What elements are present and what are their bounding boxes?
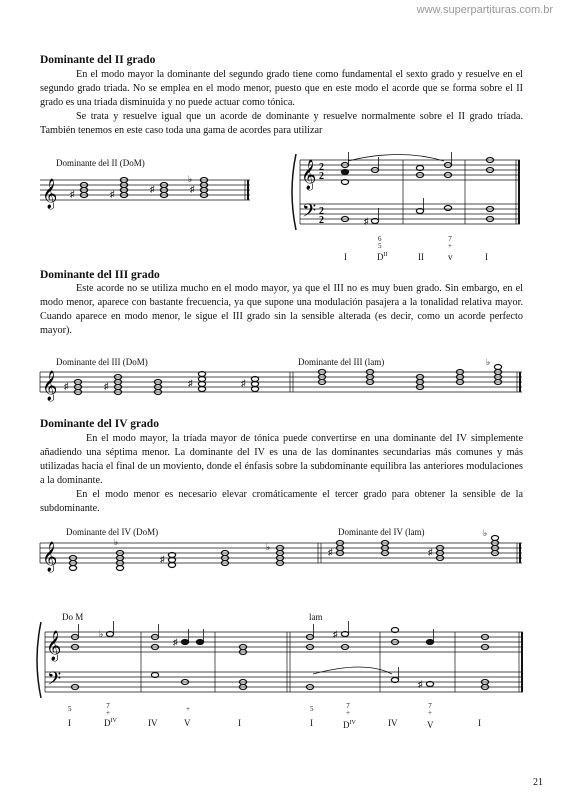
svg-text:♯: ♯ xyxy=(150,184,155,194)
svg-text:♭: ♭ xyxy=(266,542,271,552)
roman-numeral: IV xyxy=(148,718,158,728)
treble-clef-icon: 𝄞 xyxy=(301,160,317,189)
bass-clef-icon: 𝄢 xyxy=(47,668,62,693)
treble-clef-icon: 𝄞 xyxy=(46,631,62,660)
figured-bass: 7 + xyxy=(346,702,350,717)
svg-text:♭: ♭ xyxy=(486,357,491,367)
example-label-iv-dom: Dominante del IV (DoM) xyxy=(66,527,159,537)
roman-numeral: I xyxy=(344,252,347,262)
treble-clef-icon: 𝄞 xyxy=(42,542,58,571)
svg-text:♯: ♯ xyxy=(428,547,433,557)
key-label-dom: Do M xyxy=(62,612,84,622)
svg-text:♭: ♭ xyxy=(99,629,104,639)
svg-text:♯: ♯ xyxy=(104,381,109,391)
svg-text:2: 2 xyxy=(319,215,324,226)
svg-text:♭: ♭ xyxy=(114,537,119,547)
paragraph-iii-1: Este acorde no se utiliza mucho en el modo mayor, ya que el III no es muy buen grado. Sin embargo, en el modo menor, aparece con bastante frecuencia, ya que supone una modulación pasajera a la tonalidad relativa mayor. Cuando aparece en modo menor, le sigue el III grado sin la sensible alterada (es decir, como un acorde perfecto mayor). xyxy=(40,283,523,336)
roman-numeral: v xyxy=(448,252,453,262)
svg-text:♯: ♯ xyxy=(333,629,338,639)
treble-clef-icon: 𝄞 xyxy=(42,179,58,208)
roman-numeral: I xyxy=(238,718,241,728)
site-url[interactable]: www.superpartituras.com.br xyxy=(416,4,553,16)
roman-numeral: II xyxy=(418,252,424,262)
roman-numeral: $D^{IV}$ xyxy=(343,720,356,730)
key-label-lam: lam xyxy=(309,612,323,622)
roman-numeral: I xyxy=(310,718,313,728)
treble-clef-icon: 𝄞 xyxy=(42,371,58,400)
svg-text:♭: ♭ xyxy=(188,174,193,184)
roman-numeral: I xyxy=(478,718,481,728)
figured-bass: 7 + xyxy=(448,235,452,250)
svg-text:♯: ♯ xyxy=(64,381,69,391)
staff-dominante-ii xyxy=(40,172,250,208)
figured-bass: 7 + xyxy=(106,702,110,717)
svg-text:2: 2 xyxy=(319,206,324,217)
svg-text:♯: ♯ xyxy=(364,216,369,226)
svg-text:♯: ♯ xyxy=(328,547,333,557)
grand-staff-ii xyxy=(290,152,522,232)
roman-numeral: I xyxy=(68,718,71,728)
paragraph-ii-1: En el modo mayor la dominante del segundo grado tiene como fundamental el sexto grado y resuelve en el segundo grado triada. No se emplea en el modo menor, puesto que en este modo el acorde que se forma sobre el II grado es una triada disminuida y no puede actuar como tónica. xyxy=(40,69,523,108)
roman-numeral: I xyxy=(485,252,488,262)
example-label-iv-lam: Dominante del IV (lam) xyxy=(338,527,425,537)
svg-text:♯: ♯ xyxy=(110,189,115,199)
svg-text:♯: ♯ xyxy=(418,679,423,689)
svg-text:♯: ♯ xyxy=(173,637,178,647)
paragraph-iv-2: En el modo menor es necesario elevar cromáticamente el tercer grado para obtener la sensible de la subdominante. xyxy=(40,489,523,514)
paragraph-iv-1: En el modo mayor, la tríada mayor de tónica puede convertirse en una dominante del IV simplemente añadiendo una séptima menor. La dominante del IV es una de las dominantes secundarias más comunes y más utilizadas hacia el final de un moviento, donde el énfasis sobre la subdominante equilibra las anteriores modulaciones a la dominante. xyxy=(40,433,523,486)
figured-bass: 7 + xyxy=(428,702,432,717)
staff-dominante-iii xyxy=(40,357,522,402)
paragraph-ii-2: Se trata y resuelve igual que un acorde de dominante y resuelve normalmente sobre el II grado tríada. También tenemos en este caso toda una gama de acordes para utilizar xyxy=(40,111,523,136)
figured-bass: 5 xyxy=(310,705,314,713)
section-title-ii: Dominante del II grado xyxy=(40,54,156,66)
section-title-iii: Dominante del III grado xyxy=(40,269,160,281)
figured-bass: 5 xyxy=(68,705,72,713)
roman-numeral: V xyxy=(184,718,191,728)
svg-text:♯: ♯ xyxy=(190,184,195,194)
svg-text:2: 2 xyxy=(319,171,324,182)
example-label-iii-lam: Dominante del III (lam) xyxy=(298,357,385,367)
svg-text:♭: ♭ xyxy=(483,528,488,538)
svg-text:♯: ♯ xyxy=(241,378,246,388)
grand-staff-iv xyxy=(35,620,525,700)
figured-bass: 6 5 xyxy=(378,235,382,250)
roman-numeral: IV xyxy=(388,718,398,728)
example-label-iii-dom: Dominante del III (DoM) xyxy=(56,357,148,367)
page-number: 21 xyxy=(533,777,543,788)
svg-text:2: 2 xyxy=(319,162,324,173)
section-title-iv: Dominante del IV grado xyxy=(40,418,159,430)
example-label-ii: Dominante del II (DoM) xyxy=(56,158,145,168)
svg-text:♯: ♯ xyxy=(160,554,165,564)
figured-bass: + xyxy=(186,705,190,713)
svg-text:♯: ♯ xyxy=(188,378,193,388)
roman-numeral: V xyxy=(427,720,434,730)
roman-numeral: $D^{II}$ xyxy=(377,252,388,262)
roman-numeral: $D^{IV}$ xyxy=(104,718,117,728)
svg-text:♯: ♯ xyxy=(70,189,75,199)
bass-clef-icon: 𝄢 xyxy=(302,200,317,225)
